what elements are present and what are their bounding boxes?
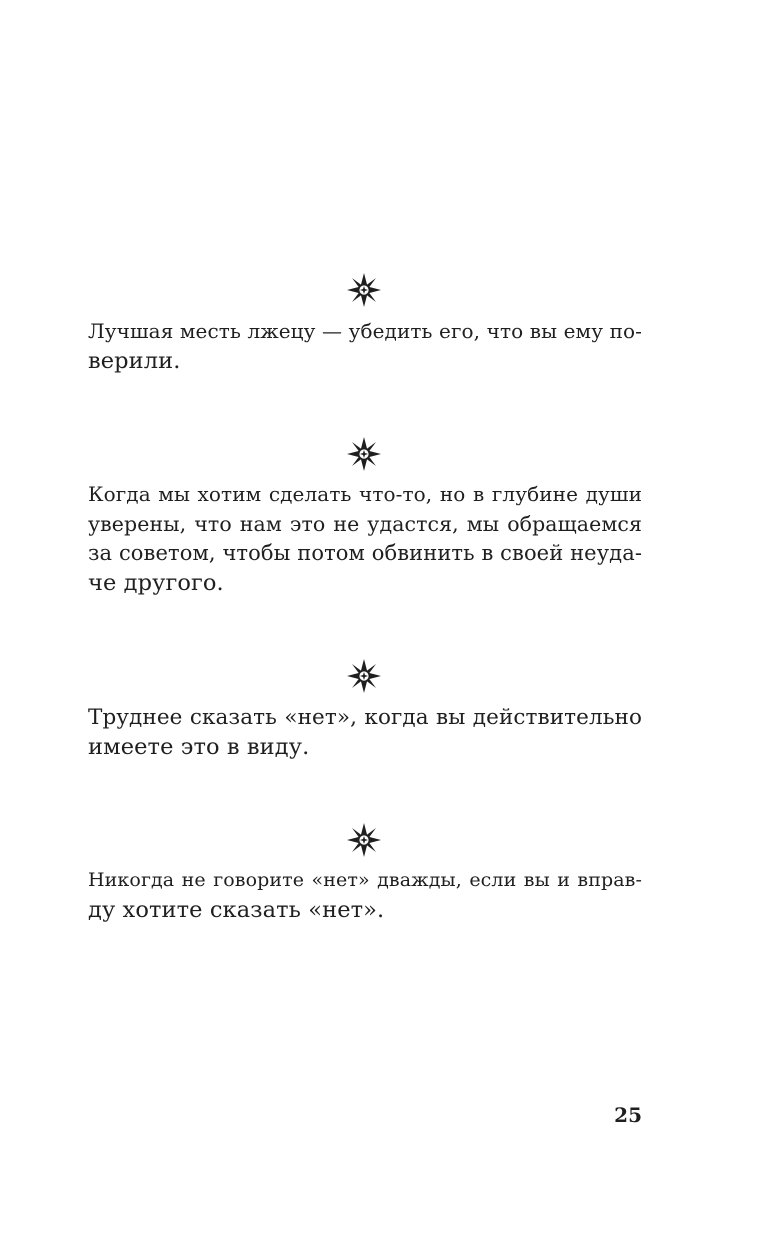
aphorism-4: [88, 866, 642, 925]
text-line: уверены, что нам это не удастся, мы обращаемся: [88, 511, 642, 536]
text-line: за советом, чтобы потом обвинить в своей неуда-: [88, 541, 643, 565]
text-line: Когда мы хотим сделать что-то, но в глубине души: [88, 482, 642, 506]
star-ornament-icon: [346, 658, 382, 694]
text-line: верили.: [88, 347, 181, 374]
star-ornament-icon: [346, 272, 382, 308]
text-line: имеете это в виду.: [88, 733, 310, 760]
aphorism-2: [88, 480, 642, 598]
text-line: Труднее сказать «нет», когда вы действительно: [88, 705, 642, 730]
star-ornament-icon: [346, 658, 382, 694]
star-ornament-icon: [346, 436, 382, 472]
aphorism-1: [88, 317, 642, 376]
text-line: Лучшая месть лжецу — убедить его, что вы ему по-: [88, 319, 642, 343]
text-line: че другого.: [88, 569, 224, 596]
text-line: ду хотите сказать «нет».: [88, 896, 385, 923]
star-ornament-icon: [346, 822, 382, 858]
page-number: 25: [614, 1103, 642, 1127]
star-ornament-icon: [346, 822, 382, 858]
text-line: Никогда не говорите «нет» дважды, если вы и вправ-: [88, 869, 642, 891]
star-ornament-icon: [346, 436, 382, 472]
aphorism-3: [88, 703, 642, 762]
star-ornament-icon: [346, 272, 382, 308]
